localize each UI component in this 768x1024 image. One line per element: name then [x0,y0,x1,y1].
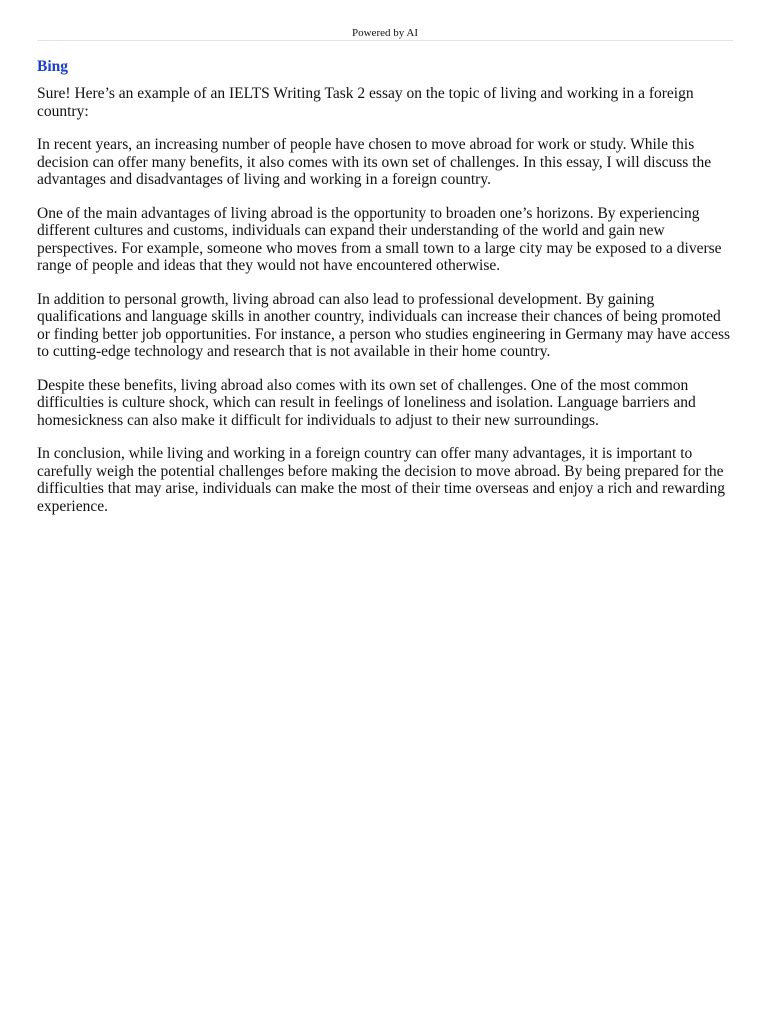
intro-paragraph: Sure! Here’s an example of an IELTS Writing Task 2 essay on the topic of living and working in a foreign country: [37,85,694,120]
essay-paragraph-challenges: Despite these benefits, living abroad also comes with its own set of challenges. One of the most common difficulties is culture shock, which can result in feelings of loneliness and isolation. Language barriers and homesickness can also make it difficult for individuals to adjust to their new surroundings. [37,376,696,429]
document-page [37,0,733,515]
essay-paragraph-professional: In addition to personal growth, living abroad can also lead to professional development. By gaining qualifications and language skills in another country, individuals can increase their chances of being promoted or finding better job opportunities. For instance, a person who studies engineering in Germany may have access to cutting-edge technology and research that is not available in their home country. [37,290,731,360]
essay-body [37,85,733,515]
page-header [37,0,733,41]
essay-paragraph-advantages: One of the main advantages of living abroad is the opportunity to broaden one’s horizons. By experiencing different cultures and customs, individuals can expand their understanding of the world and gain new perspectives. For example, someone who moves from a small town to a large city may be exposed to a diverse range of people and ideas that they would not have encountered otherwise. [37,204,722,274]
essay-paragraph-conclusion: In conclusion, while living and working in a foreign country can offer many advantages, it is important to carefully weigh the potential challenges before making the decision to move abroad. By being prepared for the difficulties that may arise, individuals can make the most of their time overseas and enjoy a rich and rewarding experience. [37,445,725,515]
source-title: Bing [37,58,69,75]
essay-paragraph-introduction: In recent years, an increasing number of people have chosen to move abroad for work or study. While this decision can offer many benefits, it also comes with its own set of challenges. In this essay, I will discuss the advantages and disadvantages of living and working in a foreign country. [37,136,712,188]
powered-by-label: Powered by AI [352,27,418,39]
